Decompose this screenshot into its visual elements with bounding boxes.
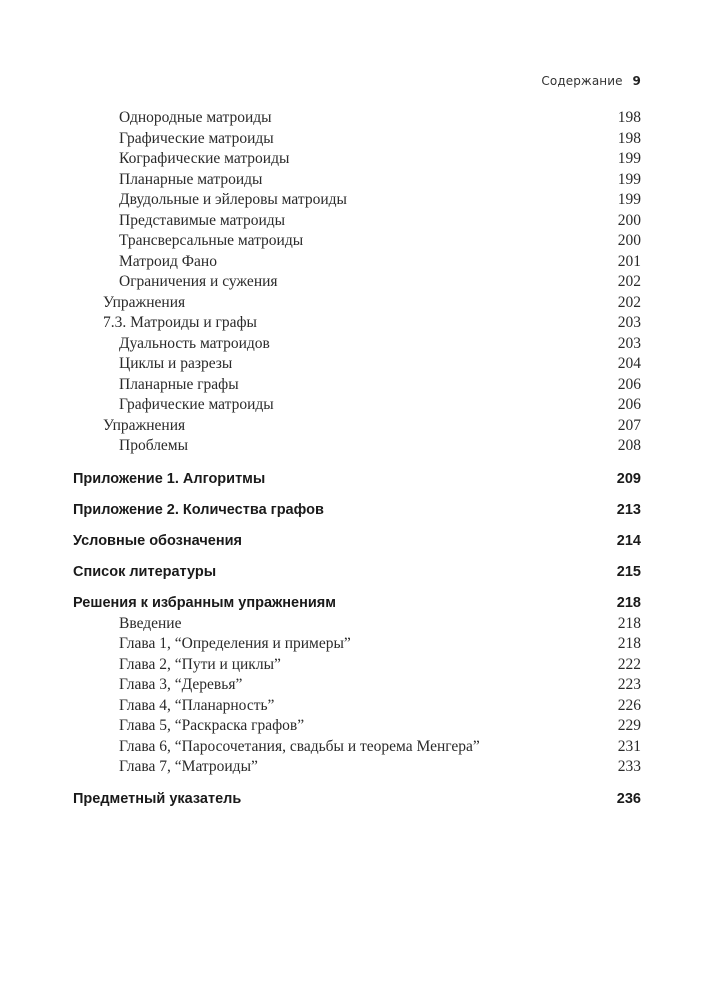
toc-solution-entry[interactable] — [73, 675, 641, 696]
toc-entry-page: 208 — [617, 437, 641, 454]
toc-entry[interactable] — [73, 190, 641, 211]
toc-entry-page: 218 — [617, 614, 641, 632]
toc-entry-title: Ограничения и сужения — [119, 273, 278, 290]
toc-entry[interactable] — [73, 170, 641, 191]
toc-entry-title: Введение — [119, 614, 182, 632]
toc-chapter-title: Предметный указатель — [73, 790, 242, 807]
toc-chapter-page: 214 — [616, 532, 641, 549]
toc-entry-page: 199 — [617, 191, 641, 208]
toc-solution-entry[interactable] — [73, 634, 641, 655]
toc-chapter-bibliography[interactable] — [73, 562, 641, 582]
toc-entry-title: Трансверсальные матроиды — [119, 232, 304, 249]
toc-chapter-appendix-1[interactable] — [73, 469, 641, 489]
toc-entry[interactable] — [73, 375, 641, 396]
toc-entry-title: Глава 1, “Определения и примеры” — [119, 635, 351, 652]
toc-entry-page: 200 — [617, 211, 641, 229]
toc-entry-page: 200 — [617, 232, 641, 249]
table-of-contents — [73, 108, 641, 809]
toc-chapter-title: Приложение 1. Алгоритмы — [73, 470, 266, 487]
toc-chapter-page: 213 — [616, 501, 641, 518]
toc-chapter-title: Список литературы — [73, 563, 217, 580]
toc-entry-page: 233 — [617, 758, 641, 775]
toc-chapter-appendix-2[interactable] — [73, 500, 641, 520]
toc-entry-title: Упражнения — [103, 416, 186, 434]
toc-entry[interactable] — [73, 252, 641, 273]
toc-entry-title: Кографические матроиды — [119, 150, 290, 167]
toc-chapter-index[interactable] — [73, 789, 641, 809]
toc-entry-page: 222 — [617, 655, 641, 673]
toc-solution-entry[interactable] — [73, 737, 641, 758]
toc-entry-page: 226 — [617, 696, 641, 714]
toc-chapter-title: Решения к избранным упражнениям — [73, 594, 336, 611]
toc-entry-page: 201 — [617, 252, 641, 270]
toc-exercises-entry[interactable] — [73, 293, 641, 314]
toc-entry[interactable] — [73, 272, 641, 293]
toc-entry-page: 198 — [617, 109, 641, 126]
toc-exercises-entry[interactable] — [73, 416, 641, 437]
toc-entry[interactable] — [73, 129, 641, 150]
toc-entry-title: Глава 4, “Планарность” — [119, 696, 275, 714]
toc-chapter-solutions[interactable] — [73, 593, 641, 613]
toc-entry-page: 231 — [617, 737, 641, 755]
toc-entry[interactable] — [73, 108, 641, 129]
toc-entry-title: Глава 5, “Раскраска графов” — [119, 717, 305, 734]
running-head-section: Содержание — [541, 74, 623, 88]
toc-entry-title: Графические матроиды — [119, 396, 274, 413]
toc-entry[interactable] — [73, 334, 641, 355]
toc-entry-title: Графические матроиды — [119, 129, 274, 147]
toc-entry-page: 198 — [617, 129, 641, 147]
toc-entry-title: Глава 6, “Паросочетания, свадьбы и теорема Менгера” — [119, 737, 480, 755]
toc-chapter-notation[interactable] — [73, 531, 641, 551]
toc-entry-title: Глава 3, “Деревья” — [119, 676, 243, 693]
toc-entry-page: 204 — [617, 355, 641, 372]
toc-entry-title: Представимые матроиды — [119, 211, 286, 229]
toc-entry-page: 229 — [617, 717, 641, 734]
toc-entry-title: Упражнения — [103, 293, 186, 311]
toc-chapter-page: 218 — [616, 594, 641, 611]
toc-entry-page: 199 — [617, 150, 641, 167]
toc-chapter-title: Условные обозначения — [73, 532, 242, 549]
toc-entry-page: 202 — [617, 293, 641, 311]
toc-entry-title: Дуальность матроидов — [119, 334, 270, 352]
toc-entry[interactable] — [73, 231, 641, 252]
toc-solution-entry[interactable] — [73, 716, 641, 737]
toc-entry[interactable] — [73, 354, 641, 375]
toc-entry-page: 207 — [617, 416, 641, 434]
toc-entry-title: Планарные матроиды — [119, 170, 263, 188]
toc-chapter-title: Приложение 2. Количества графов — [73, 501, 324, 518]
running-head-page-number: 9 — [632, 74, 641, 88]
toc-solution-entry[interactable] — [73, 655, 641, 676]
toc-entry-page: 206 — [617, 375, 641, 393]
toc-entry-title: Глава 2, “Пути и циклы” — [119, 655, 281, 673]
toc-entry-page: 199 — [617, 170, 641, 188]
toc-entry-title: Матроид Фано — [119, 252, 217, 270]
toc-solution-entry[interactable] — [73, 757, 641, 778]
toc-section-entry[interactable] — [73, 313, 641, 334]
toc-chapter-page: 215 — [616, 563, 641, 580]
toc-entry-title: Однородные матроиды — [119, 109, 272, 126]
toc-entry-title: Проблемы — [119, 437, 189, 454]
toc-entry-page: 202 — [617, 273, 641, 290]
toc-entry[interactable] — [73, 149, 641, 170]
toc-entry-page: 223 — [617, 676, 641, 693]
toc-chapter-page: 236 — [616, 790, 641, 807]
running-head — [541, 74, 641, 88]
toc-entry-page: 203 — [617, 314, 641, 331]
toc-entry-page: 206 — [617, 396, 641, 413]
toc-entry[interactable] — [73, 211, 641, 232]
toc-entry-title: Планарные графы — [119, 375, 239, 393]
toc-entry-title: 7.3. Матроиды и графы — [103, 314, 257, 331]
toc-entry-title: Двудольные и эйлеровы матроиды — [119, 191, 347, 208]
toc-entry-title: Циклы и разрезы — [119, 355, 233, 372]
toc-entry-title: Глава 7, “Матроиды” — [119, 758, 258, 775]
toc-entry-page: 218 — [617, 635, 641, 652]
toc-entry-page: 203 — [617, 334, 641, 352]
toc-solution-entry[interactable] — [73, 696, 641, 717]
toc-entry[interactable] — [73, 395, 641, 416]
toc-solution-entry[interactable] — [73, 614, 641, 635]
toc-chapter-page: 209 — [616, 470, 641, 487]
toc-problems-entry[interactable] — [73, 436, 641, 457]
